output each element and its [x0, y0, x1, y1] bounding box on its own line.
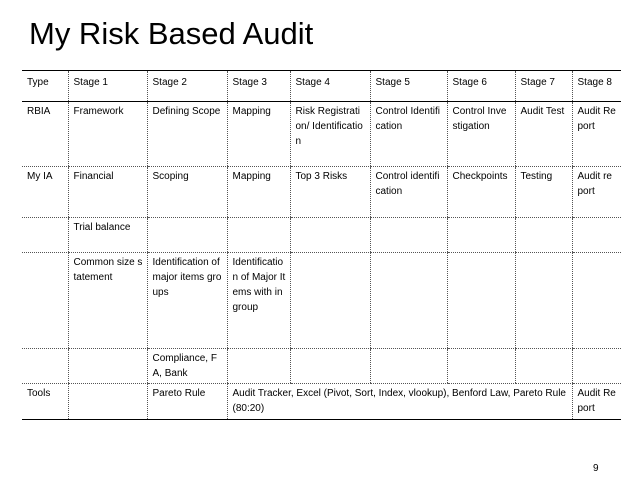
table-cell: My IA	[22, 167, 68, 218]
table-cell	[290, 253, 370, 349]
header-stage-2: Stage 2	[147, 71, 227, 102]
table-row-rbia	[22, 102, 621, 167]
tools-description-cell: Audit Tracker, Excel (Pivot, Sort, Index, vlookup), Benford Law, Pareto Rule (80:20)	[227, 384, 572, 420]
table-cell: Control Investigation	[447, 102, 515, 167]
table-cell: Common size statement	[68, 253, 147, 349]
header-stage-6: Stage 6	[447, 71, 515, 102]
table-cell: Mapping	[227, 102, 290, 167]
table-cell	[147, 218, 227, 253]
table-cell	[68, 349, 147, 384]
table-cell: Trial balance	[68, 218, 147, 253]
table-row	[22, 253, 621, 349]
table-cell: Financial	[68, 167, 147, 218]
table-cell	[227, 349, 290, 384]
table-cell: Risk Registration/ Identification	[290, 102, 370, 167]
table-row-my-ia	[22, 167, 621, 218]
header-stage-4: Stage 4	[290, 71, 370, 102]
audit-stages-table	[22, 70, 621, 420]
header-stage-3: Stage 3	[227, 71, 290, 102]
table-cell: Tools	[22, 384, 68, 420]
page-number: 9	[593, 463, 599, 474]
table-cell	[22, 253, 68, 349]
table-cell	[227, 218, 290, 253]
table-cell: Control identification	[370, 167, 447, 218]
table-cell	[68, 384, 147, 420]
table-cell: Scoping	[147, 167, 227, 218]
table-cell: Identification of major items groups	[147, 253, 227, 349]
table-cell	[370, 349, 447, 384]
table-cell	[370, 253, 447, 349]
table-cell: Pareto Rule	[147, 384, 227, 420]
table-cell	[22, 349, 68, 384]
table-cell: Control Identification	[370, 102, 447, 167]
table-cell: Audit report	[572, 167, 621, 218]
slide-title: My Risk Based Audit	[29, 16, 314, 51]
table-cell	[572, 253, 621, 349]
header-stage-7: Stage 7	[515, 71, 572, 102]
table-cell	[572, 218, 621, 253]
table-cell	[515, 218, 572, 253]
table-cell	[515, 349, 572, 384]
table-cell: Audit Report	[572, 384, 621, 420]
table-cell: Framework	[68, 102, 147, 167]
table-cell	[447, 253, 515, 349]
table-header-row	[22, 71, 621, 102]
header-stage-1: Stage 1	[68, 71, 147, 102]
table-cell	[290, 218, 370, 253]
table-cell: Identification of Major Items with in group	[227, 253, 290, 349]
table-cell: Audit Report	[572, 102, 621, 167]
table-cell: Checkpoints	[447, 167, 515, 218]
table-cell	[447, 349, 515, 384]
table-cell: Testing	[515, 167, 572, 218]
table-row	[22, 218, 621, 253]
table-cell: Top 3 Risks	[290, 167, 370, 218]
table-cell	[572, 349, 621, 384]
table-row-tools	[22, 384, 621, 420]
table-cell	[290, 349, 370, 384]
table-cell: Compliance, FA, Bank	[147, 349, 227, 384]
table-cell: RBIA	[22, 102, 68, 167]
table-cell: Mapping	[227, 167, 290, 218]
table-row	[22, 349, 621, 384]
header-type: Type	[22, 71, 68, 102]
header-stage-8: Stage 8	[572, 71, 621, 102]
header-stage-5: Stage 5	[370, 71, 447, 102]
table-cell: Audit Test	[515, 102, 572, 167]
table-cell	[447, 218, 515, 253]
table-cell: Defining Scope	[147, 102, 227, 167]
table-cell	[22, 218, 68, 253]
table-cell	[370, 218, 447, 253]
table-cell	[515, 253, 572, 349]
